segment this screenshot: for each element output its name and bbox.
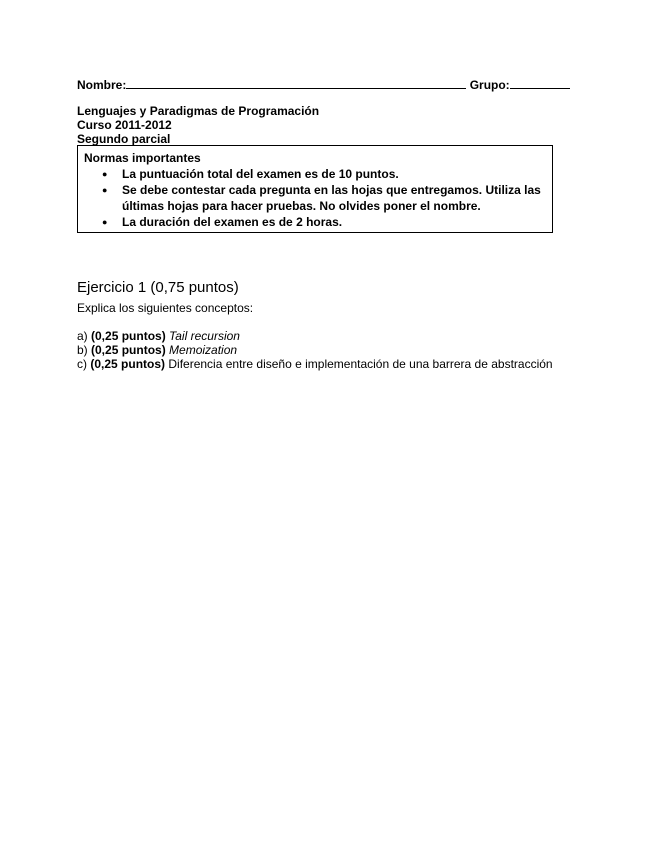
rules-box (77, 145, 553, 233)
exercise-item (77, 357, 577, 371)
course-info (77, 104, 319, 146)
rule-item: ● La puntuación total del examen es de 10 puntos. (122, 166, 546, 182)
item-text: Tail recursion (169, 329, 240, 343)
course-subject: Lenguajes y Paradigmas de Programación (77, 104, 320, 118)
exercise-1-body (77, 301, 577, 371)
name-blank (126, 77, 466, 89)
exercise-item (77, 343, 577, 357)
item-letter: a) (77, 329, 88, 343)
item-letter: c) (77, 357, 87, 371)
rules-title: Normas importantes (84, 151, 201, 165)
exercise-item (77, 329, 577, 343)
item-points: (0,25 puntos) (91, 343, 166, 357)
rule-item: ● La duración del examen es de 2 horas. (122, 214, 546, 230)
item-points: (0,25 puntos) (91, 329, 166, 343)
header-line (77, 77, 567, 92)
rule-item: ● Se debe contestar cada pregunta en las hojas que entregamos. Utiliza las últimas hojas para hacer pruebas. No olvides poner el nombre. (122, 182, 546, 214)
item-text: Memoization (169, 343, 238, 357)
rules-list (84, 166, 546, 230)
exercise-1-intro: Explica los siguientes conceptos: (77, 301, 254, 315)
item-letter: b) (77, 343, 88, 357)
course-year: Curso 2011-2012 (77, 118, 172, 132)
item-text: Diferencia entre diseño e implementación de una barrera de abstracción (168, 357, 553, 371)
name-label: Nombre: (77, 78, 127, 92)
exercise-1-title: Ejercicio 1 (0,75 puntos) (77, 279, 239, 296)
group-blank (510, 77, 570, 89)
course-exam: Segundo parcial (77, 132, 171, 146)
item-points: (0,25 puntos) (90, 357, 166, 371)
group-label: Grupo: (469, 78, 510, 92)
